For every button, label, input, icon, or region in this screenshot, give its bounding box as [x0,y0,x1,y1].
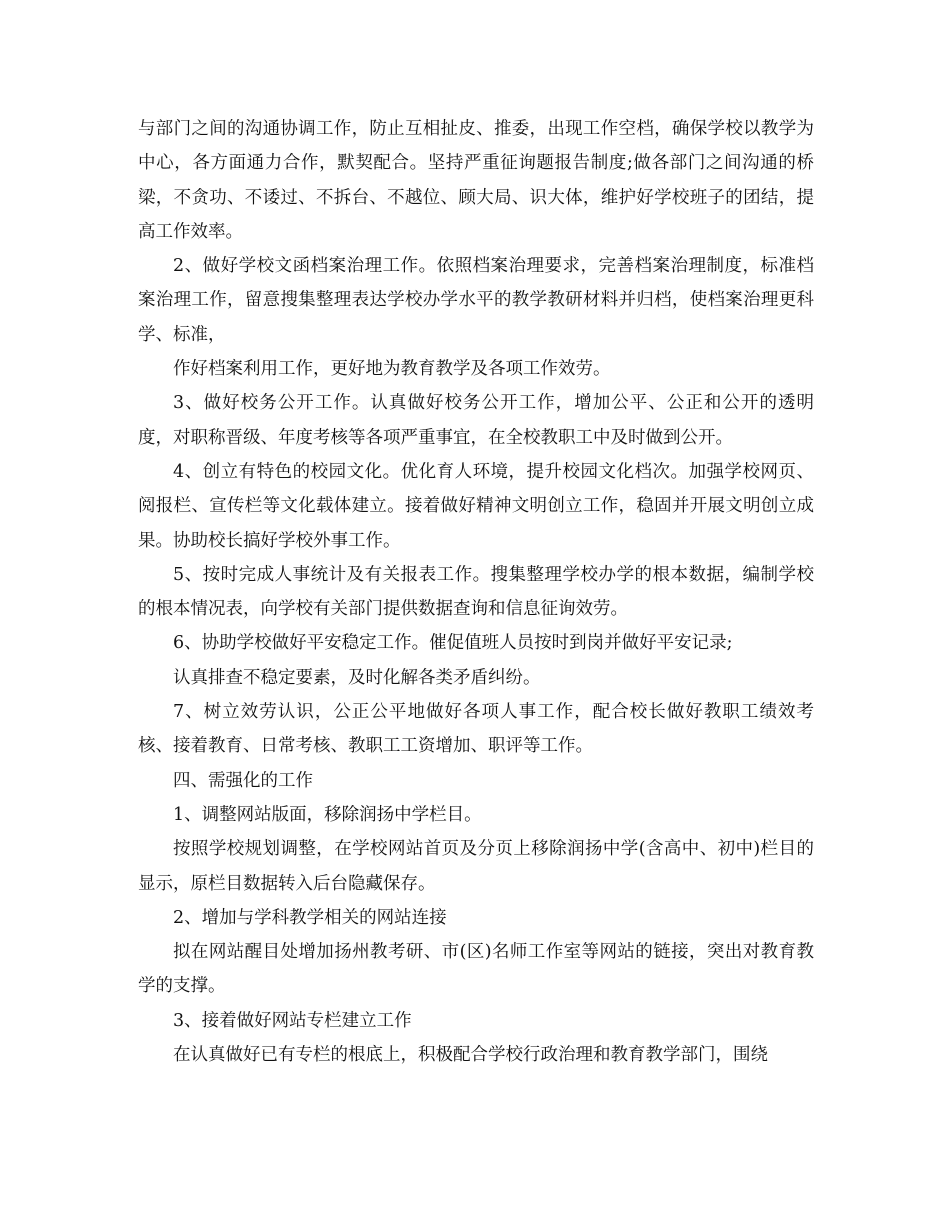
subheading-1: 1、调整网站版面，移除润扬中学栏目。 [173,804,482,825]
paragraph-8: 认真排查不稳定要素，及时化解各类矛盾纠纷。 [173,667,541,688]
section-heading: 四、需强化的工作 [173,770,313,791]
paragraph-7: 6、协助学校做好平安稳定工作。催促值班人员按时到岗并做好平安记录; [173,633,733,654]
subheading-2: 2、增加与学科教学相关的网站连接 [173,907,447,928]
paragraph-16: 在认真做好已有专栏的根底上，积极配合学校行政治理和教育教学部门，围绕 [173,1045,768,1066]
paragraph-5: 4、创立有特色的校园文化。优化育人环境，提升校园文化档次。加强学校网页、阅报栏、宣传栏等文化载体建立。接着做好精神文明创立工作，稳固并开展文明创立成果。协助校长搞好学校外事工作。 [138,461,814,551]
paragraph-2: 2、做好学校文函档案治理工作。依照档案治理要求，完善档案治理制度，标准档案治理工作，留意搜集整理表达学校办学水平的教学教研材料并归档，使档案治理更科学、标准， [138,256,814,345]
paragraph-4: 3、做好校务公开工作。认真做好校务公开工作，增加公平、公正和公开的透明度，对职称晋级、年度考核等各项严重事宜，在全校教职工中及时做到公开。 [138,393,814,448]
document-page [138,112,814,1072]
subheading-3: 3、接着做好网站专栏建立工作 [173,1010,412,1031]
paragraph-9: 7、树立效劳认识，公正公平地做好各项人事工作，配合校长做好教职工绩效考核、接着教育、日常考核、教职工工资增加、职评等工作。 [138,702,814,757]
paragraph-12: 按照学校规划调整，在学校网站首页及分页上移除润扬中学(含高中、初中)栏目的显示，原栏目数据转入后台隐藏保存。 [138,839,814,894]
paragraph-1: 与部门之间的沟通协调工作，防止互相扯皮、推委，出现工作空档，确保学校以教学为中心，各方面通力合作，默契配合。坚持严重征询题报告制度;做各部门之间沟通的桥梁，不贪功、不诿过、不拆台、不越位、顾大局、识大体，维护好学校班子的团结，提高工作效率。 [138,119,814,242]
paragraph-6: 5、按时完成人事统计及有关报表工作。搜集整理学校办学的根本数据，编制学校的根本情况表，向学校有关部门提供数据查询和信息征询效劳。 [138,564,814,620]
paragraph-14: 拟在网站醒目处增加扬州教考研、市(区)名师工作室等网站的链接，突出对教育教学的支撑。 [138,942,814,997]
paragraph-3: 作好档案利用工作，更好地为教育教学及各项工作效劳。 [173,359,611,380]
